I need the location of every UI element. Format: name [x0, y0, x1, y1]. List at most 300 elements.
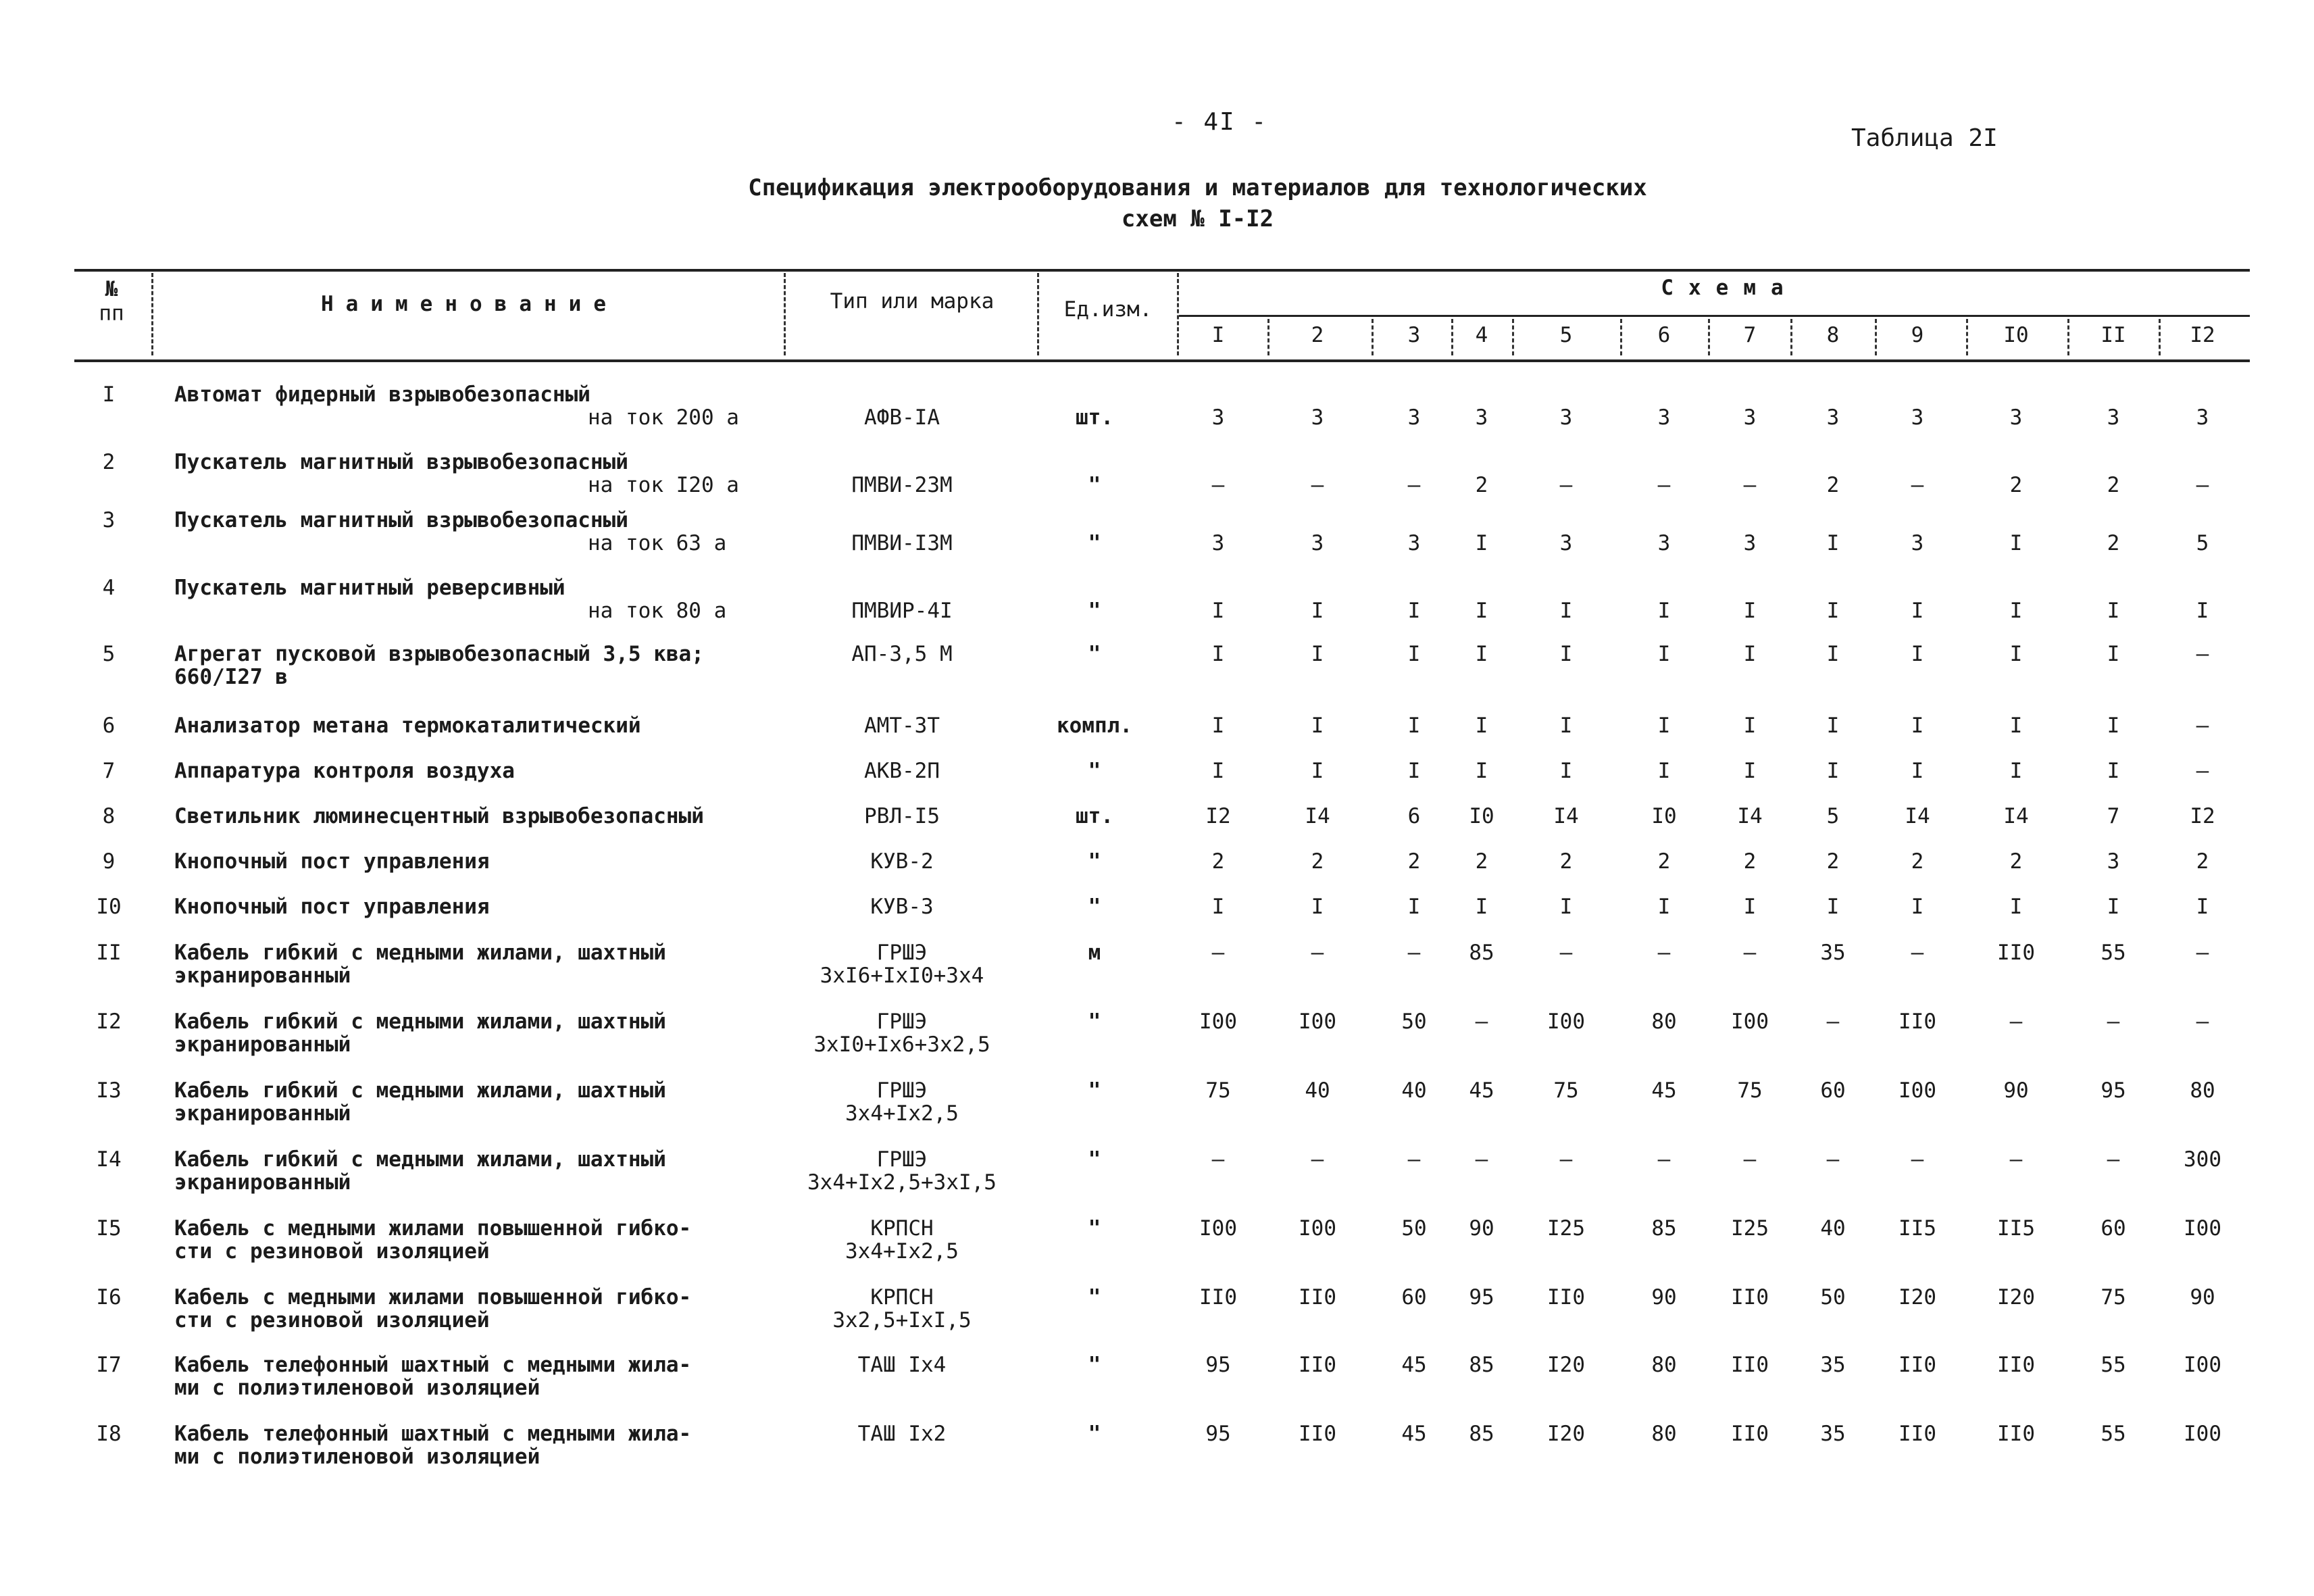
item-name: Кабель гибкий с медными жилами, шахтный [174, 1078, 666, 1103]
schema-value: I [2196, 895, 2209, 919]
item-name: Кабель телефонный шахтный с медными жила- [174, 1422, 692, 1446]
schema-value: 3 [1911, 405, 1924, 430]
schema-value: 2 [2107, 473, 2120, 497]
item-type: ТАШ Iх2 [857, 1422, 947, 1446]
schema-value: 45 [1469, 1078, 1494, 1103]
schema-value: 80 [1651, 1422, 1677, 1446]
schema-value: I [2107, 895, 2120, 919]
header-top-rule [74, 269, 2250, 272]
schema-value: I4 [2003, 804, 2029, 828]
schema-value: I [1475, 714, 1488, 738]
schema-value: 5 [1826, 804, 1840, 828]
item-name: Кабель с медными жилами повышенной гибко- [174, 1285, 692, 1310]
schema-value: II0 [1898, 1009, 1936, 1034]
schema-col-header: 5 [1559, 323, 1573, 347]
schema-value: I [1407, 599, 1421, 623]
schema-value: – [1559, 473, 1573, 497]
schema-value: 75 [1737, 1078, 1763, 1103]
schema-value: I [2196, 599, 2209, 623]
schema-value: 3 [2009, 405, 2023, 430]
schema-value: 85 [1469, 1422, 1494, 1446]
schema-value: 3 [1311, 531, 1324, 555]
schema-value: I [2107, 759, 2120, 783]
page-number: - 4I - [1171, 108, 1268, 136]
item-name: Пускатель магнитный реверсивный [174, 576, 565, 600]
item-type: РВЛ-I5 [864, 804, 940, 828]
header-separator [1177, 273, 1179, 355]
table-title: Спецификация электрооборудования и материалов для технологических [748, 174, 1647, 201]
schema-col-header: 4 [1475, 323, 1488, 347]
schema-value: 3 [1475, 405, 1488, 430]
schema-value: I20 [1547, 1353, 1585, 1377]
item-name: экранированный [174, 964, 351, 988]
header-separator [1037, 273, 1039, 355]
item-type: АП-3,5 М [851, 642, 953, 666]
schema-value: 2 [1475, 849, 1488, 874]
schema-value: 60 [2101, 1216, 2126, 1241]
header-num: № [105, 277, 118, 301]
schema-value: I [1475, 759, 1488, 783]
schema-value: 3 [1311, 405, 1324, 430]
schema-value: – [1911, 941, 1924, 965]
schema-value: I [1311, 642, 1324, 666]
schema-col-header: I2 [2190, 323, 2215, 347]
schema-value: 2 [1743, 849, 1757, 874]
item-unit: шт. [1076, 405, 1113, 430]
schema-value: – [1211, 473, 1225, 497]
schema-value: 3 [1407, 405, 1421, 430]
item-name: экранированный [174, 1170, 351, 1195]
schema-value: 3 [1657, 531, 1671, 555]
schema-value: 45 [1651, 1078, 1677, 1103]
schema-col-header: 6 [1657, 323, 1671, 347]
schema-value: I [1559, 759, 1573, 783]
schema-value: – [2196, 714, 2209, 738]
schema-col-separator [1790, 319, 1792, 355]
schema-value: I [1559, 714, 1573, 738]
schema-sub-rule [1179, 315, 2250, 317]
schema-value: I [1743, 759, 1757, 783]
row-number: I2 [96, 1009, 122, 1034]
schema-value: 40 [1305, 1078, 1330, 1103]
item-type: 3х4+Iх2,5 [845, 1239, 959, 1264]
schema-col-separator [1966, 319, 1968, 355]
schema-value: II0 [1199, 1285, 1237, 1310]
item-name: экранированный [174, 1101, 351, 1126]
schema-value: 2 [2107, 531, 2120, 555]
schema-value: I [1211, 599, 1225, 623]
item-unit: " [1088, 1216, 1101, 1241]
schema-value: – [2009, 1147, 2023, 1172]
item-name: ми с полиэтиленовой изоляцией [174, 1376, 540, 1400]
schema-value: 3 [1559, 531, 1573, 555]
schema-col-separator [1267, 319, 1269, 355]
item-name: сти с резиновой изоляцией [174, 1239, 490, 1264]
item-type: ГРШЭ [876, 1009, 928, 1034]
item-name: Автомат фидерный взрывобезопасный [174, 382, 590, 407]
schema-value: I00 [2184, 1353, 2221, 1377]
schema-value: I00 [1299, 1216, 1336, 1241]
schema-value: I [2009, 759, 2023, 783]
schema-value: II0 [1299, 1353, 1336, 1377]
item-type: 3хI0+Iх6+3х2,5 [813, 1032, 990, 1057]
item-type: КРПСН [870, 1216, 934, 1241]
schema-value: I [1211, 642, 1225, 666]
row-number: I5 [96, 1216, 122, 1241]
schema-value: 3 [1559, 405, 1573, 430]
schema-value: – [2009, 1009, 2023, 1034]
item-name: 660/I27 в [174, 665, 288, 689]
item-type: КРПСН [870, 1285, 934, 1310]
schema-value: 2 [1211, 849, 1225, 874]
schema-value: I [1657, 895, 1671, 919]
schema-value: I00 [2184, 1216, 2221, 1241]
schema-col-header: 8 [1826, 323, 1840, 347]
schema-col-header: 3 [1407, 323, 1421, 347]
item-current-rating: на ток I20 а [588, 473, 739, 497]
schema-value: I [2107, 599, 2120, 623]
schema-value: – [1826, 1009, 1840, 1034]
schema-col-separator [2159, 319, 2161, 355]
schema-value: 35 [1820, 1422, 1846, 1446]
schema-value: I [1407, 642, 1421, 666]
item-type: ГРШЭ [876, 1147, 928, 1172]
schema-value: 2 [1657, 849, 1671, 874]
schema-value: – [1657, 941, 1671, 965]
item-type: 3х2,5+IхI,5 [832, 1308, 972, 1332]
schema-value: – [1559, 941, 1573, 965]
item-type: 3х4+Iх2,5 [845, 1101, 959, 1126]
schema-value: I [1559, 895, 1573, 919]
item-name: Светильник люминесцентный взрывобезопасный [174, 804, 704, 828]
schema-value: II0 [1731, 1422, 1769, 1446]
item-unit: компл. [1057, 714, 1132, 738]
schema-value: – [1211, 1147, 1225, 1172]
schema-value: 85 [1469, 941, 1494, 965]
row-number: I3 [96, 1078, 122, 1103]
schema-value: – [1475, 1009, 1488, 1034]
header-schema: Схема [1661, 276, 1799, 300]
item-name: Кабель телефонный шахтный с медными жила- [174, 1353, 692, 1377]
schema-value: 80 [1651, 1009, 1677, 1034]
schema-value: I4 [1905, 804, 1930, 828]
table-label: Таблица 2I [1851, 124, 1998, 152]
schema-value: 55 [2101, 941, 2126, 965]
item-type: АФВ-IA [864, 405, 940, 430]
schema-value: I20 [1997, 1285, 2035, 1310]
schema-value: II0 [1997, 1353, 2035, 1377]
schema-value: 3 [1211, 531, 1225, 555]
schema-value: I [2009, 642, 2023, 666]
schema-value: 3 [2107, 405, 2120, 430]
schema-value: 40 [1401, 1078, 1427, 1103]
schema-value: 2 [2196, 849, 2209, 874]
schema-value: I [1211, 714, 1225, 738]
schema-value: I [1311, 759, 1324, 783]
schema-value: I20 [1547, 1422, 1585, 1446]
schema-value: II0 [1547, 1285, 1585, 1310]
schema-value: II0 [1898, 1353, 1936, 1377]
schema-col-separator [2067, 319, 2069, 355]
schema-value: – [2107, 1009, 2120, 1034]
schema-value: II0 [1299, 1285, 1336, 1310]
item-unit: " [1088, 759, 1101, 783]
schema-value: I [1475, 599, 1488, 623]
item-type: ПМВИ-23М [851, 473, 953, 497]
schema-value: I [1407, 714, 1421, 738]
schema-value: I4 [1553, 804, 1579, 828]
row-number: 3 [102, 508, 116, 532]
row-number: I7 [96, 1353, 122, 1377]
schema-col-header: I [1211, 323, 1225, 347]
schema-value: I20 [1898, 1285, 1936, 1310]
table-subtitle: схем № I-I2 [1121, 205, 1274, 232]
schema-value: 2 [1826, 473, 1840, 497]
row-number: 7 [102, 759, 116, 783]
schema-col-separator [1512, 319, 1514, 355]
schema-col-header: 9 [1911, 323, 1924, 347]
schema-value: – [1743, 1147, 1757, 1172]
schema-value: 3 [1743, 405, 1757, 430]
schema-value: I [1826, 531, 1840, 555]
schema-value: 50 [1820, 1285, 1846, 1310]
schema-value: 90 [2003, 1078, 2029, 1103]
schema-value: II5 [1898, 1216, 1936, 1241]
item-type: ПМВИР-4I [851, 599, 953, 623]
item-name: Кабель с медными жилами повышенной гибко- [174, 1216, 692, 1241]
header-type: Тип или марка [830, 289, 995, 314]
schema-value: – [1407, 941, 1421, 965]
schema-value: I [2009, 599, 2023, 623]
item-current-rating: на ток 80 а [588, 599, 727, 623]
schema-value: I [2009, 714, 2023, 738]
schema-value: 3 [1657, 405, 1671, 430]
item-name: Анализатор метана термокаталитический [174, 714, 641, 738]
schema-value: II0 [1731, 1285, 1769, 1310]
schema-value: 45 [1401, 1353, 1427, 1377]
item-type: ГРШЭ [876, 1078, 928, 1103]
schema-value: I [1826, 642, 1840, 666]
row-number: 2 [102, 450, 116, 474]
schema-value: 95 [2101, 1078, 2126, 1103]
item-type: ГРШЭ [876, 941, 928, 965]
schema-value: I [1911, 759, 1924, 783]
schema-value: – [2196, 642, 2209, 666]
item-unit: м [1088, 941, 1101, 965]
item-unit: " [1088, 1009, 1101, 1034]
schema-value: I [1826, 759, 1840, 783]
schema-value: – [1407, 1147, 1421, 1172]
schema-value: I [2107, 642, 2120, 666]
schema-value: 3 [1826, 405, 1840, 430]
schema-value: 85 [1469, 1353, 1494, 1377]
schema-value: I00 [1199, 1216, 1237, 1241]
schema-value: – [2196, 759, 2209, 783]
schema-value: I [1559, 599, 1573, 623]
row-number: I6 [96, 1285, 122, 1310]
item-name: Аппаратура контроля воздуха [174, 759, 515, 783]
schema-value: I00 [1299, 1009, 1336, 1034]
item-current-rating: на ток 200 а [588, 405, 739, 430]
item-type: ПМВИ-I3М [851, 531, 953, 555]
item-type: КУВ-2 [870, 849, 934, 874]
header-bottom-rule [74, 359, 2250, 362]
schema-value: – [1211, 941, 1225, 965]
item-type: ТАШ Iх4 [857, 1353, 947, 1377]
schema-value: 2 [1911, 849, 1924, 874]
schema-value: – [1559, 1147, 1573, 1172]
schema-value: I [2009, 531, 2023, 555]
schema-value: – [1657, 473, 1671, 497]
row-number: I4 [96, 1147, 122, 1172]
schema-col-separator [1451, 319, 1453, 355]
schema-value: 2 [1559, 849, 1573, 874]
item-name: Пускатель магнитный взрывобезопасный [174, 450, 628, 474]
schema-value: 75 [1205, 1078, 1231, 1103]
schema-value: I00 [1547, 1009, 1585, 1034]
schema-value: 80 [2190, 1078, 2215, 1103]
schema-value: 95 [1205, 1353, 1231, 1377]
row-number: II [96, 941, 122, 965]
schema-value: I00 [1898, 1078, 1936, 1103]
schema-value: 55 [2101, 1422, 2126, 1446]
schema-value: 90 [1469, 1216, 1494, 1241]
schema-value: I [1657, 642, 1671, 666]
schema-value: I [1657, 714, 1671, 738]
schema-value: I2 [1205, 804, 1231, 828]
schema-col-header: 7 [1743, 323, 1757, 347]
schema-value: I [1911, 895, 1924, 919]
item-unit: " [1088, 531, 1101, 555]
item-unit: " [1088, 895, 1101, 919]
schema-value: I [1911, 714, 1924, 738]
row-number: 8 [102, 804, 116, 828]
schema-value: 45 [1401, 1422, 1427, 1446]
schema-value: 2 [1407, 849, 1421, 874]
schema-value: – [1475, 1147, 1488, 1172]
schema-value: 75 [2101, 1285, 2126, 1310]
schema-value: I4 [1737, 804, 1763, 828]
item-name: Агрегат пусковой взрывобезопасный 3,5 ква; [174, 642, 704, 666]
schema-value: I2 [2190, 804, 2215, 828]
row-number: 4 [102, 576, 116, 600]
schema-value: – [2107, 1147, 2120, 1172]
schema-value: 55 [2101, 1353, 2126, 1377]
schema-value: II0 [1898, 1422, 1936, 1446]
schema-value: 3 [1911, 531, 1924, 555]
schema-value: II5 [1997, 1216, 2035, 1241]
schema-value: I25 [1731, 1216, 1769, 1241]
schema-value: – [2196, 941, 2209, 965]
schema-value: I [2009, 895, 2023, 919]
schema-value: I [1826, 714, 1840, 738]
schema-value: I [1911, 599, 1924, 623]
schema-value: 2 [2009, 849, 2023, 874]
item-name: экранированный [174, 1032, 351, 1057]
schema-value: 2 [1475, 473, 1488, 497]
schema-value: 2 [1826, 849, 1840, 874]
schema-value: 6 [1407, 804, 1421, 828]
item-unit: " [1088, 1078, 1101, 1103]
item-type: АКВ-2П [864, 759, 940, 783]
schema-value: 90 [1651, 1285, 1677, 1310]
schema-value: I [1657, 759, 1671, 783]
schema-value: 35 [1820, 1353, 1846, 1377]
schema-value: – [1743, 941, 1757, 965]
schema-value: I4 [1305, 804, 1330, 828]
schema-value: I [1743, 642, 1757, 666]
schema-value: I [1475, 531, 1488, 555]
schema-value: – [1911, 473, 1924, 497]
schema-value: 3 [2107, 849, 2120, 874]
schema-value: – [1311, 1147, 1324, 1172]
schema-col-header: I0 [2003, 323, 2029, 347]
schema-value: I00 [2184, 1422, 2221, 1446]
item-type: 3хI6+IхI0+3х4 [820, 964, 984, 988]
schema-value: I [1311, 895, 1324, 919]
schema-value: II0 [1731, 1353, 1769, 1377]
schema-value: I [1559, 642, 1573, 666]
row-number: 9 [102, 849, 116, 874]
item-unit: " [1088, 1147, 1101, 1172]
schema-value: 85 [1651, 1216, 1677, 1241]
row-number: 5 [102, 642, 116, 666]
schema-value: I [1211, 759, 1225, 783]
schema-value: 50 [1401, 1216, 1427, 1241]
schema-value: I [1475, 895, 1488, 919]
schema-value: I [1407, 895, 1421, 919]
item-type: КУВ-3 [870, 895, 934, 919]
schema-value: I [2107, 714, 2120, 738]
item-name: Кнопочный пост управления [174, 849, 490, 874]
schema-value: I [1211, 895, 1225, 919]
schema-value: 2 [1311, 849, 1324, 874]
header-separator [784, 273, 786, 355]
schema-value: – [1743, 473, 1757, 497]
schema-value: I0 [1469, 804, 1494, 828]
item-name: Кабель гибкий с медными жилами, шахтный [174, 1147, 666, 1172]
schema-value: I [1743, 895, 1757, 919]
item-name: Пускатель магнитный взрывобезопасный [174, 508, 628, 532]
schema-value: – [1826, 1147, 1840, 1172]
item-unit: " [1088, 473, 1101, 497]
item-type: 3х4+Iх2,5+3хI,5 [807, 1170, 997, 1195]
header-unit: Ед.изм. [1063, 297, 1153, 322]
schema-value: II0 [1299, 1422, 1336, 1446]
item-type: АМТ-3Т [864, 714, 940, 738]
schema-value: 60 [1401, 1285, 1427, 1310]
schema-value: 40 [1820, 1216, 1846, 1241]
schema-value: I [1911, 642, 1924, 666]
schema-value: 90 [2190, 1285, 2215, 1310]
schema-value: I [1743, 714, 1757, 738]
schema-value: 7 [2107, 804, 2120, 828]
schema-value: 2 [2009, 473, 2023, 497]
schema-value: I [1743, 599, 1757, 623]
schema-value: – [1311, 941, 1324, 965]
item-unit: " [1088, 642, 1101, 666]
schema-value: 3 [1407, 531, 1421, 555]
row-number: I8 [96, 1422, 122, 1446]
schema-value: I0 [1651, 804, 1677, 828]
item-name: сти с резиновой изоляцией [174, 1308, 490, 1332]
schema-value: 3 [2196, 405, 2209, 430]
schema-value: I00 [1199, 1009, 1237, 1034]
schema-value: – [1407, 473, 1421, 497]
header-name: Наименование [321, 292, 618, 316]
schema-value: 60 [1820, 1078, 1846, 1103]
schema-value: I [1826, 599, 1840, 623]
